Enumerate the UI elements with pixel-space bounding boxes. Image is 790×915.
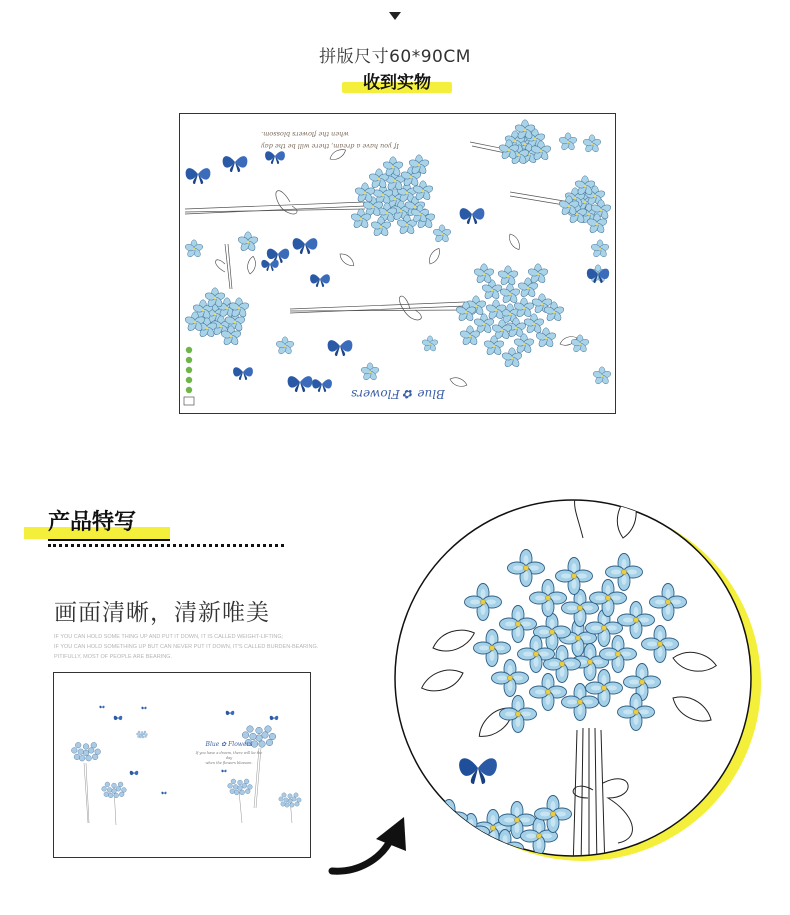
fine-print-line: IF YOU CAN HOLD SOME THING UP AND PUT IT DOWN, IT IS CALLED WEIGHT-LIFTING;	[54, 634, 284, 640]
flower-closeup-illustration	[393, 498, 765, 870]
received-item-label	[342, 68, 452, 96]
highlight-text: 收到实物	[363, 73, 431, 93]
zoom-detail-circle	[393, 498, 765, 870]
down-arrow-icon	[389, 12, 401, 20]
section-title-text: 产品特写	[48, 510, 137, 535]
dotted-divider	[48, 544, 284, 547]
sheet-brand-text: Blue ✿ Flowers	[351, 387, 445, 401]
sheet-text-line2: when the flowers blossom.	[261, 130, 349, 138]
room-wall-illustration	[54, 673, 311, 858]
room-caption-line: when the flowers blossom.	[205, 761, 253, 765]
room-preview-image	[53, 672, 311, 858]
sheet-text-line1: If you have a dream, there will be the day	[261, 142, 399, 150]
product-sheet-image	[179, 113, 616, 414]
closeup-section-title	[24, 505, 184, 545]
room-brand-text: Blue ✿ Flowers	[205, 741, 253, 748]
fine-print-line: PITIFULLY, MOST OF PEOPLE ARE BEARING.	[54, 654, 172, 660]
curved-arrow-icon	[328, 815, 414, 877]
size-label: 拼版尺寸60*90CM	[319, 47, 471, 67]
flower-decal-illustration	[180, 114, 616, 414]
room-caption	[194, 741, 264, 766]
section-underline	[48, 539, 170, 541]
fine-print-line: IF YOU CAN HOLD SOMETHING UP BUT CAN NEVER PUT IT DOWN, IT'S CALLED BURDEN-BEARING.	[54, 644, 319, 650]
room-caption-line: If you have a dream, there will be the day	[195, 751, 263, 760]
closeup-headline: 画面清晰，清新唯美	[54, 600, 270, 626]
fine-print-block	[54, 632, 364, 662]
